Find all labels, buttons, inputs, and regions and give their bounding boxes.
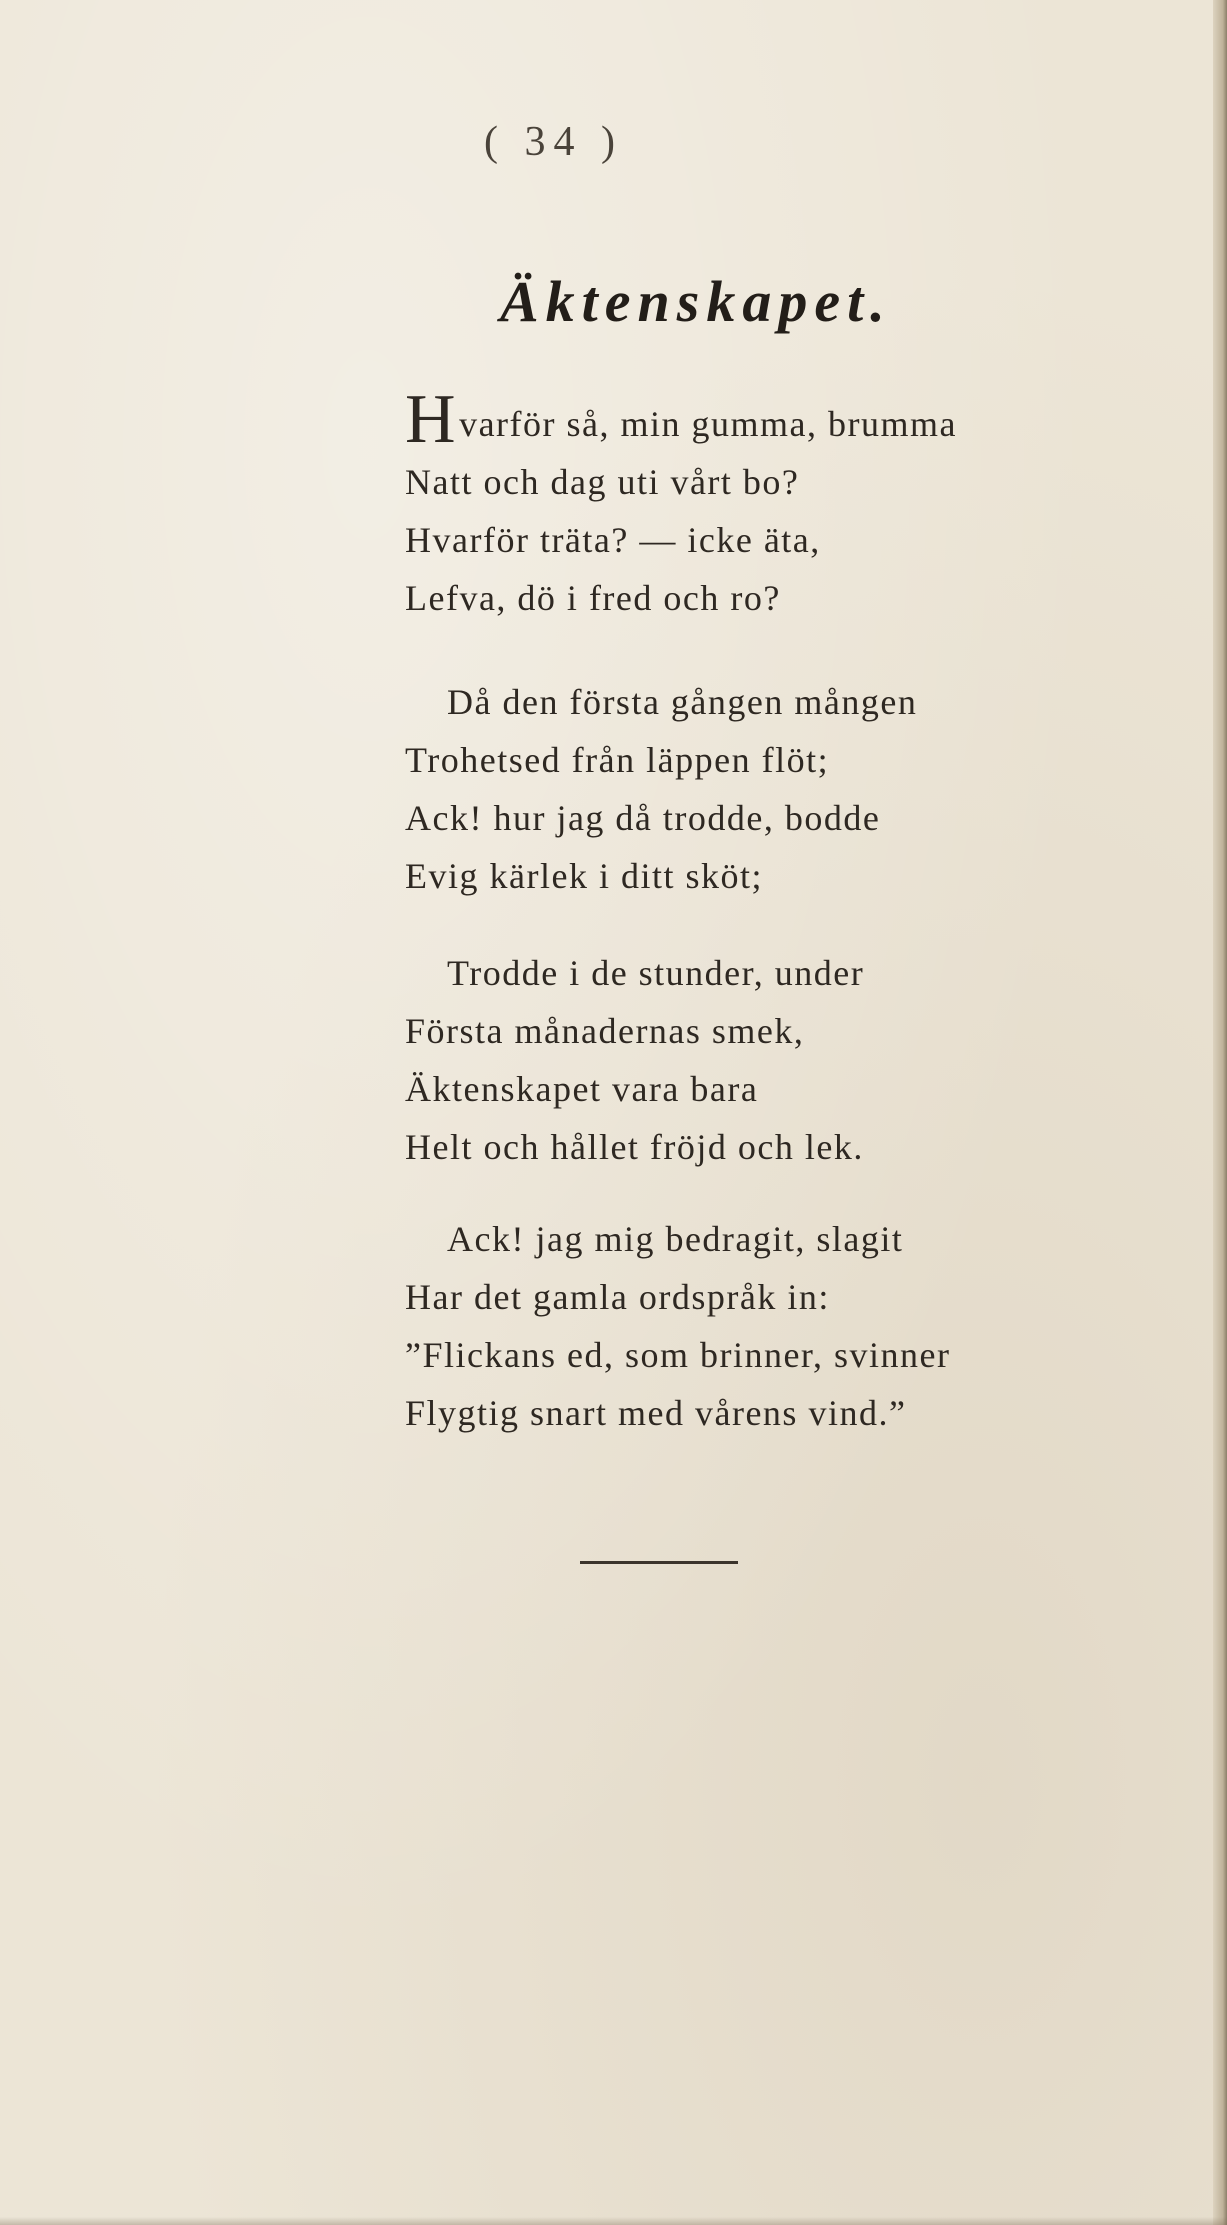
stanza-line: Natt och dag uti vårt bo? (405, 462, 800, 502)
stanza-line: Trodde i de stunder, under (447, 953, 865, 993)
stanza-line: Flygtig snart med vårens vind.” (405, 1393, 907, 1433)
stanza-line: Då den första gången mången (447, 682, 918, 722)
stanza-line: Ack! hur jag då trodde, bodde (405, 798, 881, 838)
end-divider-rule (580, 1561, 738, 1564)
stanza-4 (405, 1210, 1125, 1442)
stanza-line (405, 381, 1125, 458)
stanza-2 (405, 673, 1125, 905)
stanza-line: Trohetsed från läppen flöt; (405, 740, 830, 780)
stanza-line: Helt och hållet fröjd och lek. (405, 1127, 864, 1167)
stanza-line: Har det gamla ordspråk in: (405, 1277, 830, 1317)
page-number: ( 34 ) (484, 119, 623, 165)
page-bottom-shadow (0, 2217, 1227, 2225)
stanza-line: Äktenskapet vara bara (405, 1069, 759, 1109)
stanza-line: Evig kärlek i ditt sköt; (405, 856, 763, 896)
stanza-line: Hvarför träta? — icke äta, (405, 520, 821, 560)
stanza-line: Lefva, dö i fred och ro? (405, 578, 781, 618)
stanza-line-text: varför så, min gumma, brumma (459, 404, 957, 444)
stanza-line: ”Flickans ed, som brinner, svinner (405, 1335, 951, 1375)
stanza-line: Första månadernas smek, (405, 1011, 805, 1051)
drop-cap: H (405, 381, 458, 458)
page-edge-shadow (1213, 0, 1227, 2225)
stanza-line: Ack! jag mig bedragit, slagit (447, 1219, 904, 1259)
stanza-1 (405, 381, 1125, 627)
stanza-3 (405, 944, 1125, 1176)
poem-title: Äktenskapet. (500, 269, 892, 334)
